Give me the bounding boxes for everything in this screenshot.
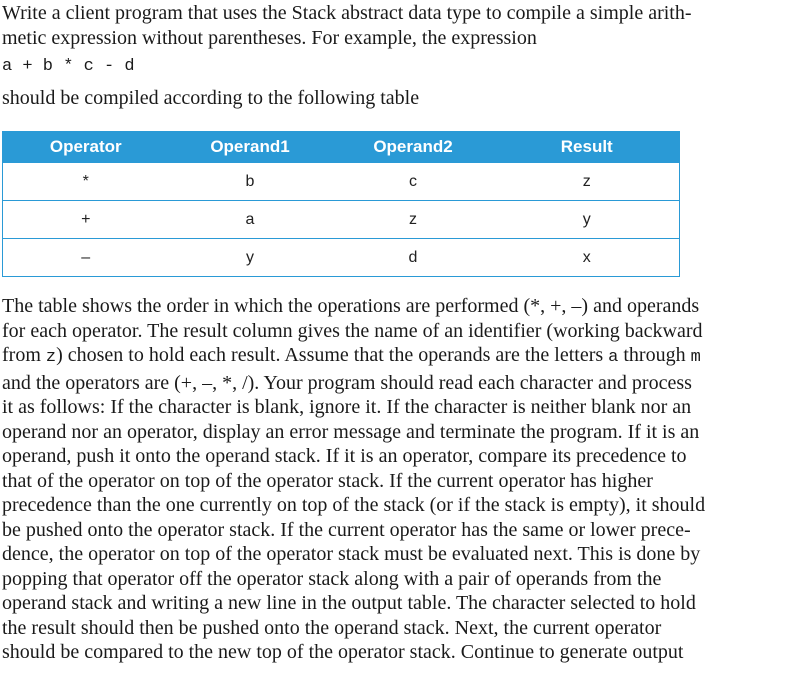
table-cell: – [3, 239, 169, 277]
code-token: m [690, 348, 701, 367]
body-line: operand nor an operator, display an error message and terminate the program. If it is an [2, 420, 700, 443]
body-line: it as follows: If the character is blank, ignore it. If the character is neither blank nor an [2, 396, 692, 418]
lead-sentence: should be compiled according to the following table [2, 87, 420, 109]
intro-paragraph [2, 1, 782, 50]
intro-line-2: metic expression without parentheses. For example, the expression [2, 26, 537, 49]
table-row [3, 239, 680, 277]
header-result: Result [495, 132, 680, 163]
table-header-row [3, 132, 680, 163]
header-operand1: Operand1 [169, 132, 332, 163]
compilation-table [2, 131, 680, 277]
header-operator: Operator [3, 132, 169, 163]
table-cell: a [169, 201, 332, 239]
body-text-segment: through [618, 344, 691, 366]
table-cell: z [332, 201, 495, 239]
body-line: and the operators are (+, –, *, /). Your program should read each character and process [2, 371, 692, 394]
body-line: precedence than the one currently on top of the stack (or if the stack is empty), it should [2, 494, 706, 516]
table-cell: c [332, 163, 495, 201]
body-line: be pushed onto the operator stack. If the current operator has the same or lower prece- [2, 518, 691, 541]
table-row [3, 201, 680, 239]
body-line: popping that operator off the operator stack along with a pair of operands from the [2, 567, 662, 590]
body-line [2, 343, 782, 371]
intro-line-1: Write a client program that uses the Stack abstract data type to compile a simple arith- [2, 2, 692, 24]
table-cell: d [332, 239, 495, 277]
body-line: should be compared to the new top of the operator stack. Continue to generate output [2, 641, 684, 663]
body-line: The table shows the order in which the operations are performed (*, +, –) and operands [2, 295, 700, 317]
table-row [3, 163, 680, 201]
header-operand2: Operand2 [332, 132, 495, 163]
table-cell: + [3, 201, 169, 239]
code-token: a [608, 348, 619, 367]
table-cell: * [3, 163, 169, 201]
body-line: operand stack and writing a new line in the output table. The character selected to hold [2, 592, 696, 614]
body-line: dence, the operator on top of the operator stack must be evaluated next. This is done by [2, 543, 701, 565]
table-cell: b [169, 163, 332, 201]
example-expression: a + b * c - d [2, 57, 135, 76]
code-token: z [45, 348, 57, 367]
table-cell: y [169, 239, 332, 277]
body-text-segment: from [2, 344, 46, 366]
table-cell: z [495, 163, 680, 201]
table-cell: y [495, 201, 680, 239]
body-line: for each operator. The result column gives the name of an identifier (working backward [2, 319, 703, 342]
table-cell: x [495, 239, 680, 277]
body-line: operand, push it onto the operand stack. If it is an operator, compare its precedence to [2, 445, 687, 467]
body-paragraph [2, 294, 782, 665]
body-text-segment: ) chosen to hold each result. Assume that the operands are the letters [56, 344, 609, 366]
body-line: the result should then be pushed onto the operand stack. Next, the current operator [2, 616, 662, 639]
body-line: that of the operator on top of the operator stack. If the current operator has higher [2, 469, 653, 492]
